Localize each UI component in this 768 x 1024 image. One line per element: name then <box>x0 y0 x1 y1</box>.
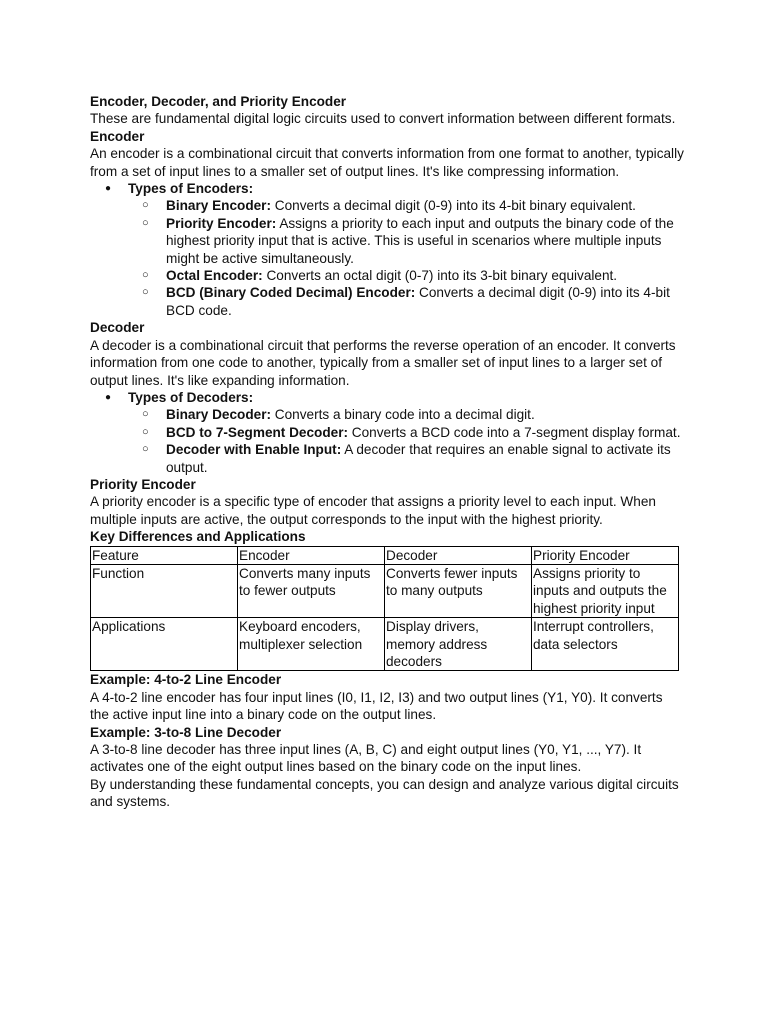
decoder-types-item <box>90 389 684 476</box>
type-name: Binary Encoder: <box>166 198 271 214</box>
type-description: Assigns a priority to each input and outputs the binary code of the highest priority input that is active. This is useful in scenarios where multiple inputs might be active simultaneously. <box>166 215 674 266</box>
type-name: BCD to 7-Segment Decoder: <box>166 424 349 440</box>
type-description: Converts a decimal digit (0-9) into its 4-bit BCD code. <box>166 285 670 318</box>
type-description: Converts an octal digit (0-7) into its 3-bit binary equivalent. <box>262 268 618 284</box>
conclusion-paragraph: By understanding these fundamental concepts, you can design and analyze various digital circuits and systems. <box>90 776 679 810</box>
type-description: Converts a decimal digit (0-9) into its 4-bit binary equivalent. <box>271 198 636 214</box>
type-description: A decoder that requires an enable signal to activate its output. <box>166 442 671 475</box>
encoder-paragraph: An encoder is a combinational circuit that converts information from one format to another, typically from a set of input lines to a smaller set of output lines. It's like compressing information. <box>90 146 684 179</box>
table-header-row <box>91 546 679 564</box>
table-cell: Display drivers, memory address decoders <box>385 618 532 671</box>
table-cell: Converts many inputs to fewer outputs <box>238 564 385 617</box>
table-row <box>91 618 679 671</box>
decoder-heading: Decoder <box>90 320 145 336</box>
type-name: BCD (Binary Coded Decimal) Encoder: <box>166 285 416 301</box>
encoder-types-list <box>90 180 684 319</box>
list-item <box>128 406 684 423</box>
table-cell: Interrupt controllers, data selectors <box>532 618 679 671</box>
type-name: Binary Decoder: <box>166 407 272 423</box>
list-item <box>128 267 684 284</box>
priority-paragraph: A priority encoder is a specific type of encoder that assigns a priority level to each input. When multiple inputs are active, the output corresponds to the input with the highest priority. <box>90 494 656 527</box>
intro-paragraph: These are fundamental digital logic circuits used to convert information between different formats. <box>90 111 676 127</box>
list-item <box>128 284 684 319</box>
document-page <box>90 93 684 811</box>
encoder-subtypes-list <box>128 197 684 319</box>
type-name: Octal Encoder: <box>166 268 263 284</box>
example2-heading: Example: 3-to-8 Line Decoder <box>90 724 282 740</box>
table-cell: Converts fewer inputs to many outputs <box>385 564 532 617</box>
table-cell: Keyboard encoders, multiplexer selection <box>238 618 385 671</box>
document-title: Encoder, Decoder, and Priority Encoder <box>90 94 347 109</box>
encoder-types-label: Types of Encoders: <box>128 181 254 197</box>
priority-heading: Priority Encoder <box>90 476 196 492</box>
list-item <box>128 424 684 441</box>
decoder-types-label: Types of Decoders: <box>128 389 254 405</box>
table-header-cell: Decoder <box>385 546 532 564</box>
table-row <box>91 564 679 617</box>
table-cell: Assigns priority to inputs and outputs the highest priority input <box>532 564 679 617</box>
encoder-types-item <box>90 180 684 319</box>
example1-heading: Example: 4-to-2 Line Encoder <box>90 672 282 688</box>
list-item <box>128 197 684 214</box>
list-item <box>128 215 684 267</box>
example2-paragraph: A 3-to-8 line decoder has three input lines (A, B, C) and eight output lines (Y0, Y1, ..., Y7). It activates one of the eight output lines based on the binary code on the input lines. <box>90 742 642 775</box>
table-cell: Function <box>91 564 238 617</box>
example1-paragraph: A 4-to-2 line encoder has four input lines (I0, I1, I2, I3) and two output lines (Y1, Y0). It converts the active input line into a binary code on the output lines. <box>90 689 663 723</box>
decoder-subtypes-list <box>128 406 684 476</box>
encoder-heading: Encoder <box>90 128 145 144</box>
type-description: Converts a BCD code into a 7-segment display format. <box>348 424 681 440</box>
type-name: Priority Encoder: <box>166 215 277 231</box>
type-name: Decoder with Enable Input: <box>166 442 342 458</box>
table-header-cell: Feature <box>91 546 238 564</box>
table-header-cell: Encoder <box>238 546 385 564</box>
type-description: Converts a binary code into a decimal digit. <box>271 407 535 423</box>
comparison-table <box>90 546 679 672</box>
decoder-types-list <box>90 389 684 476</box>
table-heading: Key Differences and Applications <box>90 529 306 545</box>
table-header-cell: Priority Encoder <box>532 546 679 564</box>
table-cell: Applications <box>91 618 238 671</box>
list-item <box>128 441 684 476</box>
decoder-paragraph: A decoder is a combinational circuit that performs the reverse operation of an encoder. It converts information from one code to another, typically from a smaller set of input lines to a larger set of output lines. It's like expanding information. <box>90 337 676 388</box>
